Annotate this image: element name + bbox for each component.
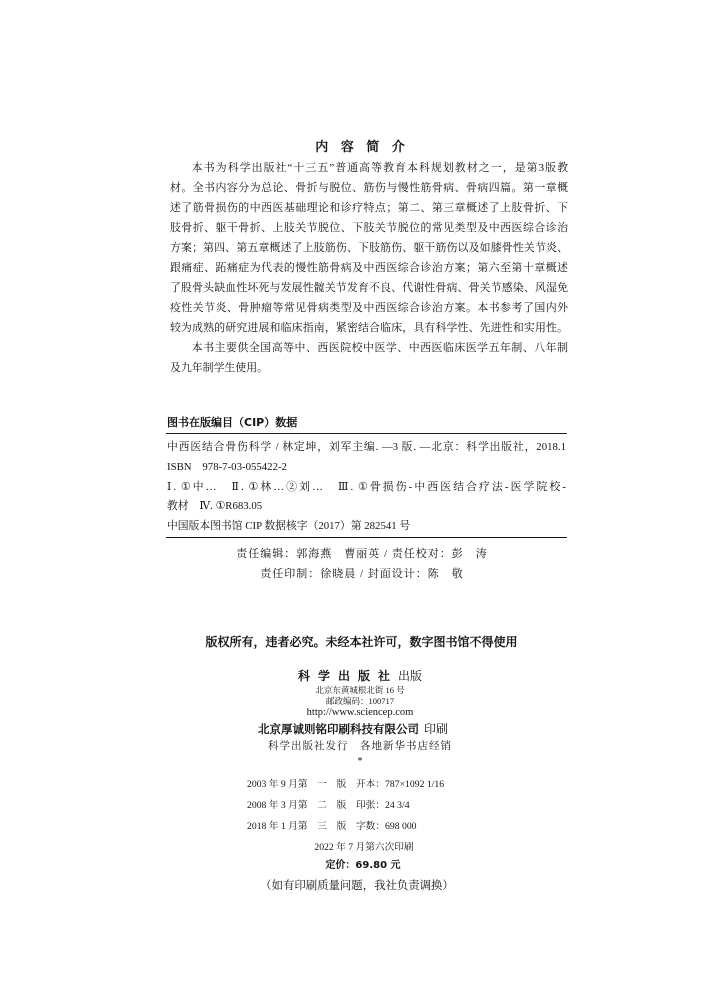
cip-record-number-line: 中国版本图书馆 CIP 数据核字（2017）第 282541 号 <box>167 520 411 532</box>
paragraph-line: 较为成熟的研究进展和临床指南，紧密结合临床，具有科学性、先进性和实用性。 <box>170 322 568 334</box>
paragraph-line: 了股骨头缺血性坏死与发展性髋关节发育不良、代谢性骨病、骨关节感染、风湿免 <box>170 282 568 294</box>
credit-line: 责任印制：徐晓晨 / 封面设计：陈 敬 <box>260 568 464 580</box>
paragraph-line: 疫性关节炎、骨肿瘤等常见骨病类型及中西医综合诊治方案。本书参考了国内外 <box>170 302 568 314</box>
edition-list <box>247 774 444 837</box>
edition-line: 2003 年 9 月第 一 版 开本：787×1092 1/16 <box>247 779 445 790</box>
cip-classification-line: Ⅰ. ①中… Ⅱ. ①林…②刘… Ⅲ. ①骨损伤-中西医结合疗法-医学院校- <box>167 480 566 493</box>
cip-heading: 图书在版编目（CIP）数据 <box>167 416 298 429</box>
summary-paragraph <box>170 158 568 338</box>
paragraph-line: 本书主要供全国高等中、西医院校中医学、中西医临床医学五年制、八年制 <box>191 342 568 354</box>
cip-data-block <box>167 438 566 537</box>
quality-note: （如有印刷质量问题，我社负责调换） <box>260 880 454 892</box>
publisher-postcode: 邮政编码：100717 <box>325 696 394 706</box>
paragraph-line: 跟痛症、跖痛症为代表的慢性筋骨病及中西医综合诊治方案；第六至第十章概述 <box>170 262 568 274</box>
separator-asterisk: * <box>357 756 363 767</box>
paragraph-line: 及九年制学生使用。 <box>170 362 269 374</box>
publisher-name: 科学出版社 <box>297 669 398 683</box>
summary-title: 内 容 简 介 <box>315 140 409 155</box>
printer-suffix: 印刷 <box>424 722 449 736</box>
publisher-suffix: 出版 <box>398 669 423 683</box>
distribution-line: 科学出版社发行 各地新华书店经销 <box>268 741 452 752</box>
price: 定价：69.80 元 <box>325 860 401 871</box>
publisher-url: http://www.sciencep.com <box>306 707 414 718</box>
editorial-credits <box>4 544 720 584</box>
paragraph-line: 肢骨折、躯干骨折、上肢关节脱位、下肢关节脱位的常见类型及中西医综合诊治 <box>170 222 568 234</box>
cip-isbn-line: ISBN 978-7-03-055422-2 <box>167 460 287 473</box>
summary-paragraph <box>170 338 568 378</box>
publisher-address: 北京东黄城根北街 16 号 <box>315 685 405 695</box>
summary-section <box>170 158 568 378</box>
cip-bottom-rule <box>166 537 567 538</box>
printer-line <box>258 721 448 738</box>
cip-bibliographic-line: 中西医结合骨伤科学 / 林定坤，刘军主编. —3 版. —北京：科学出版社，2018.1 <box>167 441 566 453</box>
cip-classification-line: 教材 Ⅳ. ①R683.05 <box>167 500 263 513</box>
paragraph-line: 方案；第四、第五章概述了上肢筋伤、下肢筋伤、躯干筋伤以及如膝骨性关节炎、 <box>170 242 568 254</box>
printing-line: 2022 年 7 月第六次印刷 <box>314 842 414 853</box>
paragraph-line: 述了筋骨损伤的中西医基础理论和诊疗特点；第二、第三章概述了上肢骨折、下 <box>170 202 568 214</box>
credit-line: 责任编辑：郭海燕 曹丽英 / 责任校对：彭 涛 <box>236 548 488 560</box>
paragraph-line: 材。全书内容分为总论、骨折与脱位、筋伤与慢性筋骨病、骨病四篇。第一章概 <box>170 182 568 194</box>
edition-line: 2008 年 3 月第 二 版 印张：24 3/4 <box>247 800 410 811</box>
paragraph-line: 本书为科学出版社“十三五”普通高等教育本科规划教材之一，是第3版教 <box>191 162 568 174</box>
publisher-line <box>0 668 720 684</box>
edition-line: 2018 年 1 月第 三 版 字数：698 000 <box>247 821 417 832</box>
cip-heading-rule <box>166 433 567 434</box>
printer-name: 北京厚诚则铭印刷科技有限公司 <box>258 724 419 736</box>
copyright-notice: 版权所有，违者必究。未经本社许可，数字图书馆不得使用 <box>205 635 518 649</box>
